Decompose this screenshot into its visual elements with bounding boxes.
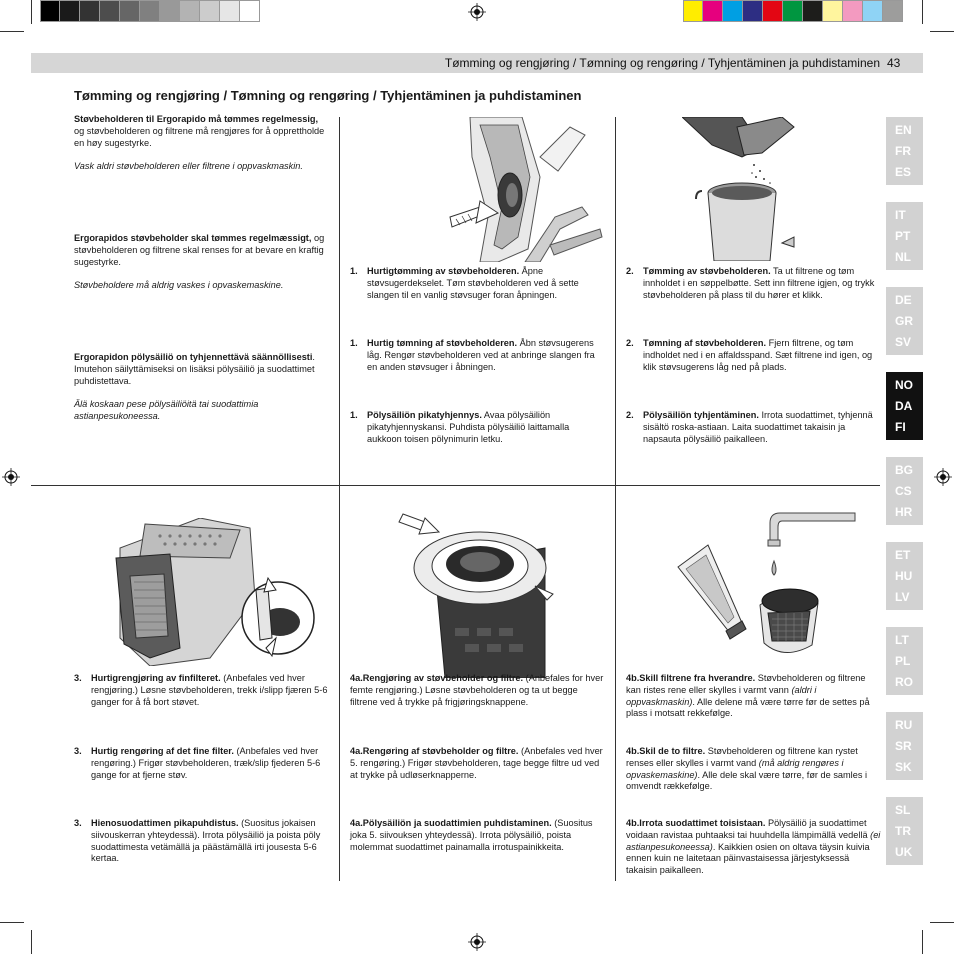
column-divider xyxy=(339,117,340,485)
language-tab-no[interactable] xyxy=(886,372,923,440)
color-swatch xyxy=(703,0,723,22)
figure-quick-empty-hose xyxy=(410,117,610,262)
gray-swatch-strip xyxy=(40,0,260,22)
step-1-no: 1. Hurtigtømming av støvbeholderen. Åpne støvsugerdekselet. Tøm støvbeholderen ved å sette slangen til en vanlig støvsuger foran åpningen. xyxy=(350,266,579,300)
step-4a-da: 4a.Rengøring af støvbeholder og filtre. (Anbefales ved hver 5. rengøring.) Frigør støvbeholderen, tage begge filtre ud ved at trykke på udløserknapperne. xyxy=(350,746,603,780)
language-code: IT xyxy=(895,208,906,222)
crop-mark xyxy=(31,0,32,24)
language-code: RO xyxy=(895,675,913,689)
language-tab-de[interactable] xyxy=(886,287,923,355)
running-title: Tømming og rengjøring / Tømning og rengøring / Tyhjentäminen ja puhdistaminen xyxy=(444,56,880,70)
step-4b-no: 4b.Skill filtrene fra hverandre. Støvbeholderen og filtrene kan ristes rene eller skylles i varmt vann (aldri i oppvaskmaskin). Alle delene må være tørre før de settes på plass i motsatt rekkefølge. xyxy=(626,673,870,719)
language-code: GR xyxy=(895,314,913,328)
intro-no: Støvbeholderen til Ergorapido må tømmes regelmessig, og støvbeholderen og filtrene må rengjøres for å opprettholde en høy sugestyrke. Vask aldri støvbeholderen eller filtrene i oppvaskmaskin. xyxy=(74,114,325,172)
column-divider xyxy=(615,485,616,881)
language-code: LT xyxy=(895,633,909,647)
step-4a-fi: 4a.Pölysäiliön ja suodattimien puhdistaminen. (Suositus joka 5. siivouksen yhteydessä). Irrota pölysäiliö, poista molemmat suodattimet painamalla irrotuspainikkeita. xyxy=(350,818,593,852)
color-swatch xyxy=(683,0,703,22)
crop-mark xyxy=(0,922,24,923)
step-2-no: 2. Tømming av støvbeholderen. Ta ut filtrene og tøm innholdet i en søppelbøtte. Sett inn filtrene igjen, og trykk støvbeholderen på plass til du hører et klikk. xyxy=(626,266,875,300)
language-code: PT xyxy=(895,229,911,243)
color-swatch xyxy=(763,0,783,22)
step-3-da: 3. Hurtig rengøring af det fine filter. (Anbefales ved hver rengøring.) Frigør støvbeholderen, træk/slip fjederen 5-6 gange for at fjerne støv. xyxy=(74,746,321,780)
figure-fine-filter-clean xyxy=(80,518,325,666)
registration-mark-icon xyxy=(468,3,486,21)
language-code: UK xyxy=(895,845,913,859)
crop-mark xyxy=(930,922,954,923)
language-tab-et[interactable] xyxy=(886,542,923,610)
language-tab-it[interactable] xyxy=(886,202,923,270)
color-swatch xyxy=(80,0,100,22)
language-code: DE xyxy=(895,293,912,307)
language-code: CS xyxy=(895,484,912,498)
color-swatch xyxy=(803,0,823,22)
language-tab-en[interactable] xyxy=(886,117,923,185)
figure-empty-into-bin xyxy=(682,117,802,261)
language-tab-sl[interactable] xyxy=(886,797,923,865)
color-swatch xyxy=(160,0,180,22)
intro-fi: Ergorapidon pölysäiliö on tyhjennettävä säännöllisesti. Imutehon säilyttämiseksi on lisäksi pölysäiliö ja suodattimet puhdistettava. Älä koskaan pese pölysäiliöitä tai suodattimia astianpesukoneessa. xyxy=(74,352,315,422)
color-swatch xyxy=(843,0,863,22)
registration-mark-icon xyxy=(934,468,952,486)
crop-mark xyxy=(922,930,923,954)
language-code: RU xyxy=(895,718,913,732)
color-swatch xyxy=(140,0,160,22)
language-code: ES xyxy=(895,165,912,179)
language-code: FR xyxy=(895,144,911,158)
language-code: ET xyxy=(895,548,911,562)
crop-mark xyxy=(930,31,954,32)
step-3-no: 3. Hurtigrengjøring av finfilteret. (Anbefales ved hver rengjøring.) Løsne støvbeholderen, trekk i/slipp fjæren 5-6 ganger for å få bort støvet. xyxy=(74,673,328,707)
language-code: EN xyxy=(895,123,912,137)
language-code: SR xyxy=(895,739,912,753)
color-swatch-strip xyxy=(683,0,903,22)
column-divider xyxy=(615,117,616,485)
language-code: SL xyxy=(895,803,911,817)
running-header xyxy=(31,53,923,73)
step-4a-no: 4a.Rengjøring av støvbeholder og filtre. (Anbefales for hver femte rengjøring.) Løsne støvbeholderen og ta ut begge filtrene ved å trykke på frigjøringsknappene. xyxy=(350,673,604,707)
color-swatch xyxy=(40,0,60,22)
page-number: 43 xyxy=(887,56,901,70)
language-tab-bg[interactable] xyxy=(886,457,923,525)
color-swatch xyxy=(100,0,120,22)
figure-remove-filters xyxy=(395,508,565,678)
crop-mark xyxy=(31,930,32,954)
color-swatch xyxy=(240,0,260,22)
color-swatch xyxy=(120,0,140,22)
language-code: NL xyxy=(895,250,911,264)
crop-mark xyxy=(0,31,24,32)
color-swatch xyxy=(723,0,743,22)
language-code: DA xyxy=(895,399,913,413)
language-code: SV xyxy=(895,335,912,349)
language-code: SK xyxy=(895,760,912,774)
language-code: LV xyxy=(895,590,910,604)
color-swatch xyxy=(743,0,763,22)
language-tab-ru[interactable] xyxy=(886,712,923,780)
registration-mark-icon xyxy=(2,468,20,486)
color-swatch xyxy=(180,0,200,22)
color-swatch xyxy=(863,0,883,22)
row-divider xyxy=(31,485,880,486)
step-4b-da: 4b.Skil de to filtre. Støvbeholderen og filtrene kan rystet renses eller skylles i varmt vand (må aldrig rengøres i opvaskemaskine). Alle dele skal være tørre, før de samles i omvendt rækkefølge. xyxy=(626,746,868,792)
language-tab-lt[interactable] xyxy=(886,627,923,695)
color-swatch xyxy=(883,0,903,22)
crop-mark xyxy=(922,0,923,24)
color-swatch xyxy=(783,0,803,22)
language-code: BG xyxy=(895,463,913,477)
color-swatch xyxy=(60,0,80,22)
step-3-fi: 3. Hienosuodattimen pikapuhdistus. (Suositus jokaisen siivouskerran yhteydessä). Irrota pölysäiliö ja poista pöly suodattimesta vetämällä ja päästämällä irti jousesta 5-6 kertaa. xyxy=(74,818,321,864)
step-2-fi: 2. Pölysäiliön tyhjentäminen. Irrota suodattimet, tyhjennä sisältö roska-astiaan. Laita suodattimet takaisin ja napsauta pölysäiliö paikalleen. xyxy=(626,410,873,444)
intro-da: Ergorapidos støvbeholder skal tømmes regelmæssigt, og støvbeholderen og filtrene skal renses for at bevare en kraftig sugestyrke. Støvbeholdere må aldrig vaskes i opvaskemaskine. xyxy=(74,233,325,291)
language-code: TR xyxy=(895,824,911,838)
color-swatch xyxy=(220,0,240,22)
color-swatch xyxy=(823,0,843,22)
language-code: HR xyxy=(895,505,913,519)
page-title: Tømming og rengjøring / Tømning og rengøring / Tyhjentäminen ja puhdistaminen xyxy=(74,88,582,103)
language-code: FI xyxy=(895,420,906,434)
column-divider xyxy=(339,485,340,881)
figure-separate-filters xyxy=(660,505,860,665)
registration-mark-icon xyxy=(468,933,486,951)
color-swatch xyxy=(200,0,220,22)
language-code: PL xyxy=(895,654,911,668)
step-4b-fi: 4b.Irrota suodattimet toisistaan. Pölysäiliö ja suodattimet voidaan ravistaa puhtaaksi tai huuhdella lämpimällä vedellä (ei astianpesukoneessa). Kaikkien osien on oltava täysin kuivia ennen kuin ne laitetaan päinvastaisessa järjestyksessä takaisin paikalleen. xyxy=(626,818,881,876)
step-2-da: 2. Tømning af støvbeholderen. Fjern filtrene, og tøm indholdet ned i en affaldsspand. Sæt filtrene ind igen, og klik støvsugerens låg ned på plads. xyxy=(626,338,873,372)
step-1-fi: 1. Pölysäiliön pikatyhjennys. Avaa pölysäiliön pikatyhjennyskansi. Puhdista pölysäiliö laittamalla aukkoon toisen pölynimurin letku. xyxy=(350,410,570,444)
language-code: HU xyxy=(895,569,913,583)
language-code: NO xyxy=(895,378,913,392)
step-1-da: 1. Hurtig tømning af støvbeholderen. Åbn støvsugerens låg. Rengør støvbeholderen ved at anbringe slangen fra en anden støvsuger i åbningen. xyxy=(350,338,595,372)
